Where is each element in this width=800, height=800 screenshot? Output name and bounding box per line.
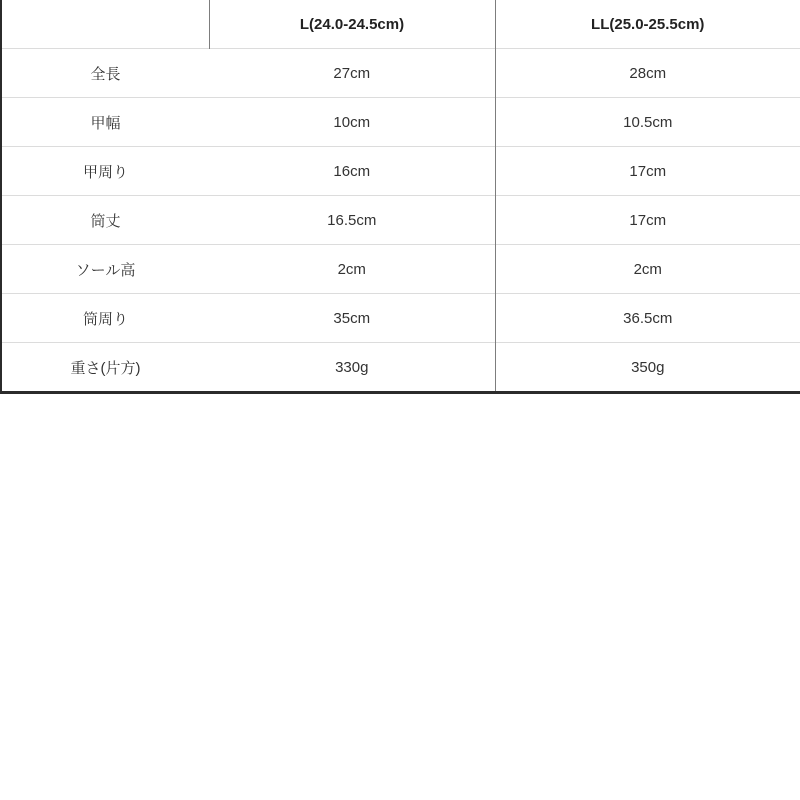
size-chart-header xyxy=(1,0,800,49)
cell-value-ll: 36.5cm xyxy=(495,294,800,343)
row-label: ソール高 xyxy=(1,245,209,294)
blank-area xyxy=(0,394,800,800)
cell-value-l: 330g xyxy=(209,343,495,393)
size-chart-table xyxy=(0,0,800,394)
cell-value-l: 16cm xyxy=(209,147,495,196)
table-row-shaft-girth xyxy=(1,294,800,343)
row-label: 甲幅 xyxy=(1,98,209,147)
cell-value-l: 16.5cm xyxy=(209,196,495,245)
size-chart-body xyxy=(1,49,800,393)
row-label: 筒周り xyxy=(1,294,209,343)
table-row-total-length xyxy=(1,49,800,98)
cell-value-l: 2cm xyxy=(209,245,495,294)
table-row-weight-per-shoe xyxy=(1,343,800,393)
header-corner-cell xyxy=(1,0,209,49)
table-row-instep-width xyxy=(1,98,800,147)
cell-value-ll: 17cm xyxy=(495,196,800,245)
cell-value-l: 27cm xyxy=(209,49,495,98)
cell-value-ll: 10.5cm xyxy=(495,98,800,147)
row-label: 筒丈 xyxy=(1,196,209,245)
cell-value-ll: 2cm xyxy=(495,245,800,294)
cell-value-l: 35cm xyxy=(209,294,495,343)
cell-value-ll: 17cm xyxy=(495,147,800,196)
row-label: 重さ(片方) xyxy=(1,343,209,393)
cell-value-l: 10cm xyxy=(209,98,495,147)
cell-value-ll: 350g xyxy=(495,343,800,393)
table-row-shaft-height xyxy=(1,196,800,245)
header-size-l: L(24.0-24.5cm) xyxy=(209,0,495,49)
header-size-ll: LL(25.0-25.5cm) xyxy=(495,0,800,49)
row-label: 甲周り xyxy=(1,147,209,196)
header-row xyxy=(1,0,800,49)
row-label: 全長 xyxy=(1,49,209,98)
cell-value-ll: 28cm xyxy=(495,49,800,98)
table-row-sole-height xyxy=(1,245,800,294)
table-row-instep-girth xyxy=(1,147,800,196)
